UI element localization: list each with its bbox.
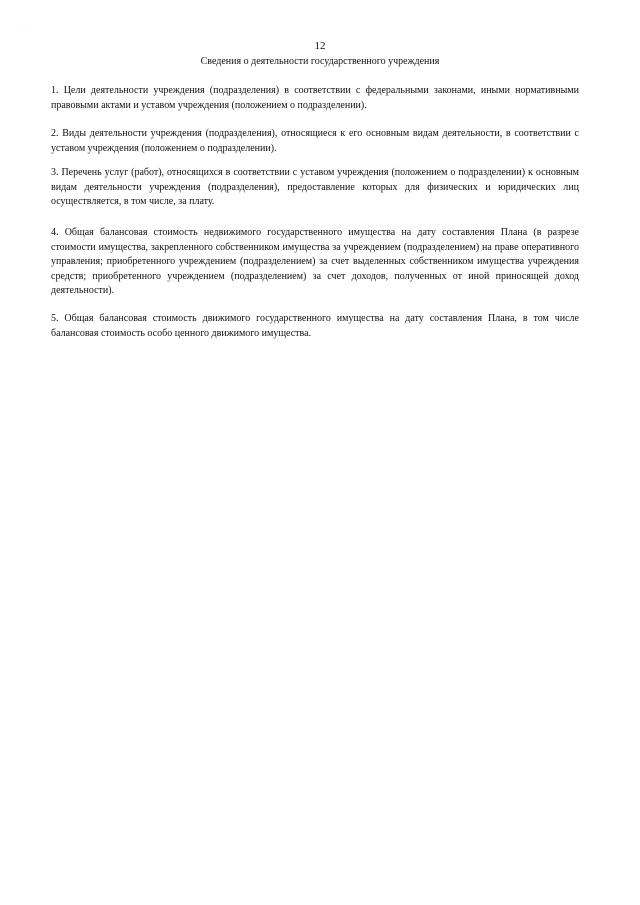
- paragraph-5-movable-property-value: 5. Общая балансовая стоимость движимого государственного имущества на дату составления Плана, в том числе балансовая стоимость особо ценного движимого имущества.: [51, 313, 579, 339]
- paragraph-1-goals: 1. Цели деятельности учреждения (подразделения) в соответствии с федеральными законами, иными нормативными правовыми актами и уставом учреждения (положением о подразделении).: [51, 85, 579, 111]
- paragraph-4-real-estate-value: 4. Общая балансовая стоимость недвижимого государственного имущества на дату составления Плана (в разрезе стоимости имущества, закрепленного собственником имущества за учреждением (подразделением) на праве оперативного управления; приобретенного учреждением (подразделением) за счет выделенных собственником имущества учреждения средств; приобретенного учреждением (подразделением) за счет доходов, полученных от иной приносящей доход деятельности).: [51, 227, 579, 297]
- page-title: Сведения о деятельности государственного учреждения: [200, 56, 440, 67]
- paragraph-2-activities: 2. Виды деятельности учреждения (подразделения), относящиеся к его основным видам деятельности, в соответствии с уставом учреждения (положением о подразделении).: [51, 128, 579, 154]
- page-number: 12: [314, 40, 326, 52]
- paragraph-3-services: 3. Перечень услуг (работ), относящихся в соответствии с уставом учреждения (положением о подразделении) к основным видам деятельности учреждения (подразделения), предоставление которых для физических и юридических лиц осуществляется, в том числе, за плату.: [51, 167, 579, 208]
- scan-corner-mark: · · ·: [14, 24, 27, 29]
